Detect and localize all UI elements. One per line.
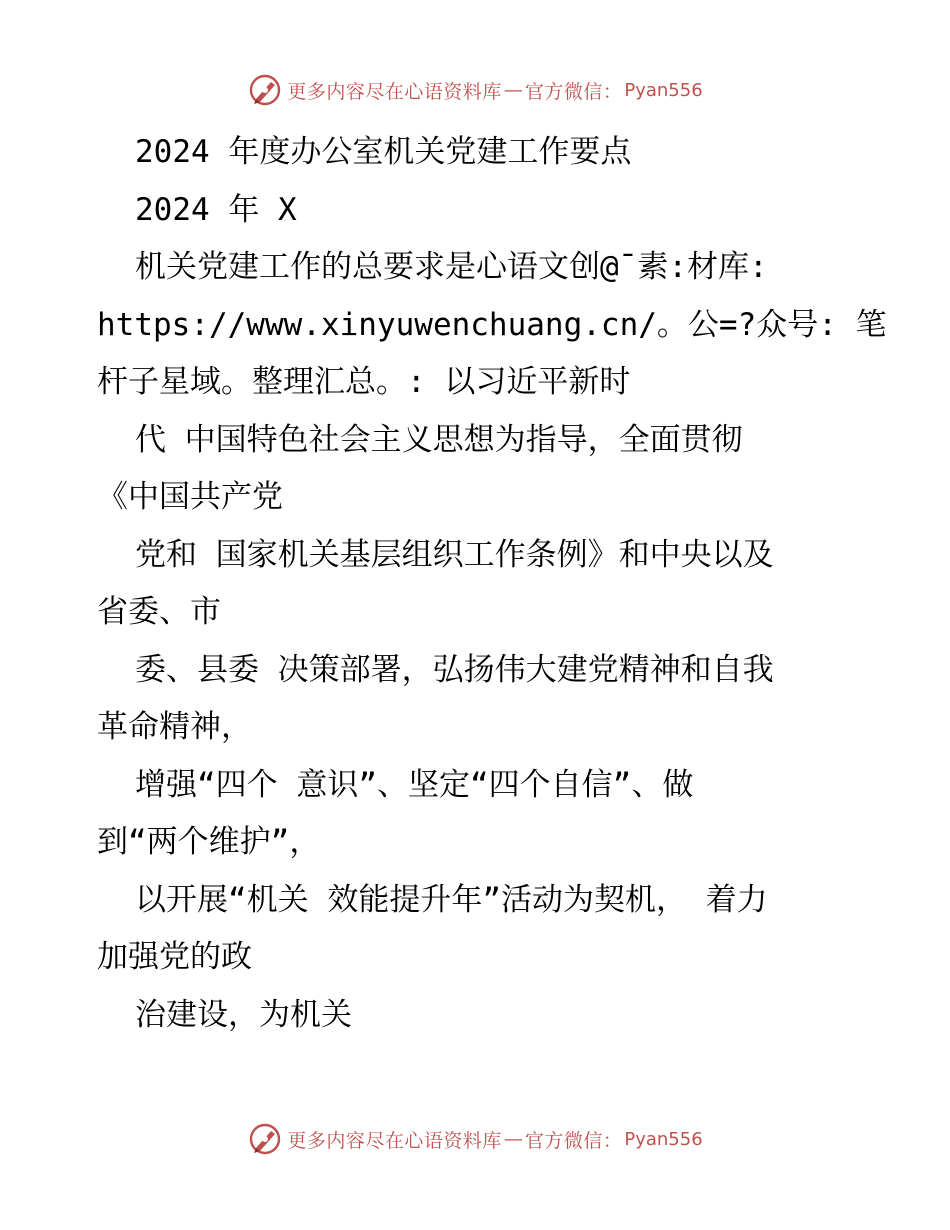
- watermark-separator: —: [503, 79, 523, 101]
- paragraph-line: 《中国共产党: [97, 479, 283, 515]
- paragraph-line: 委、县委 决策部署，弘扬伟大建党精神和自我: [135, 651, 774, 688]
- document-body: [97, 124, 887, 1044]
- header-watermark: [0, 70, 950, 110]
- paragraph-line: 治建设，为机关: [135, 996, 352, 1033]
- watermark-account: Pyan556: [624, 79, 703, 101]
- watermark-text: 更多内容尽在心语资料库: [287, 1129, 502, 1152]
- paragraph-line: 机关党建工作的总要求是心语文创@¯素:材库:: [135, 249, 768, 285]
- pen-logo-icon: [247, 72, 283, 108]
- footer-watermark: [0, 1119, 950, 1159]
- paragraph-line: 以开展“机关 效能提升年”活动为契机， 着力: [135, 881, 768, 918]
- document-title: 2024 年度办公室机关党建工作要点: [135, 134, 632, 170]
- watermark-account: Pyan556: [624, 1128, 703, 1150]
- paragraph-line: 代 中国特色社会主义思想为指导，全面贯彻: [135, 421, 743, 458]
- watermark-text: 更多内容尽在心语资料库: [287, 80, 502, 103]
- document-date: 2024 年 X: [135, 191, 297, 228]
- pen-logo-icon: [247, 1121, 283, 1157]
- paragraph-line: 加强党的政: [97, 939, 252, 975]
- paragraph-line: 增强“四个 意识”、坚定“四个自信”、做: [135, 766, 694, 803]
- paragraph-line: 到“两个维护”，: [97, 824, 321, 860]
- paragraph-line: 革命精神，: [97, 709, 252, 745]
- paragraph-line: 省委、市: [97, 594, 221, 630]
- paragraph-line: 党和 国家机关基层组织工作条例》和中央以及: [135, 536, 774, 573]
- paragraph-line: 杆子星域。整理汇总。: 以习近平新时: [97, 364, 631, 400]
- watermark-label: 官方微信：: [524, 80, 623, 103]
- watermark-label: 官方微信：: [524, 1129, 623, 1152]
- watermark-separator: —: [503, 1128, 523, 1150]
- paragraph-line: https://www.xinyuwenchuang.cn/。公=?众号: 笔: [97, 306, 887, 343]
